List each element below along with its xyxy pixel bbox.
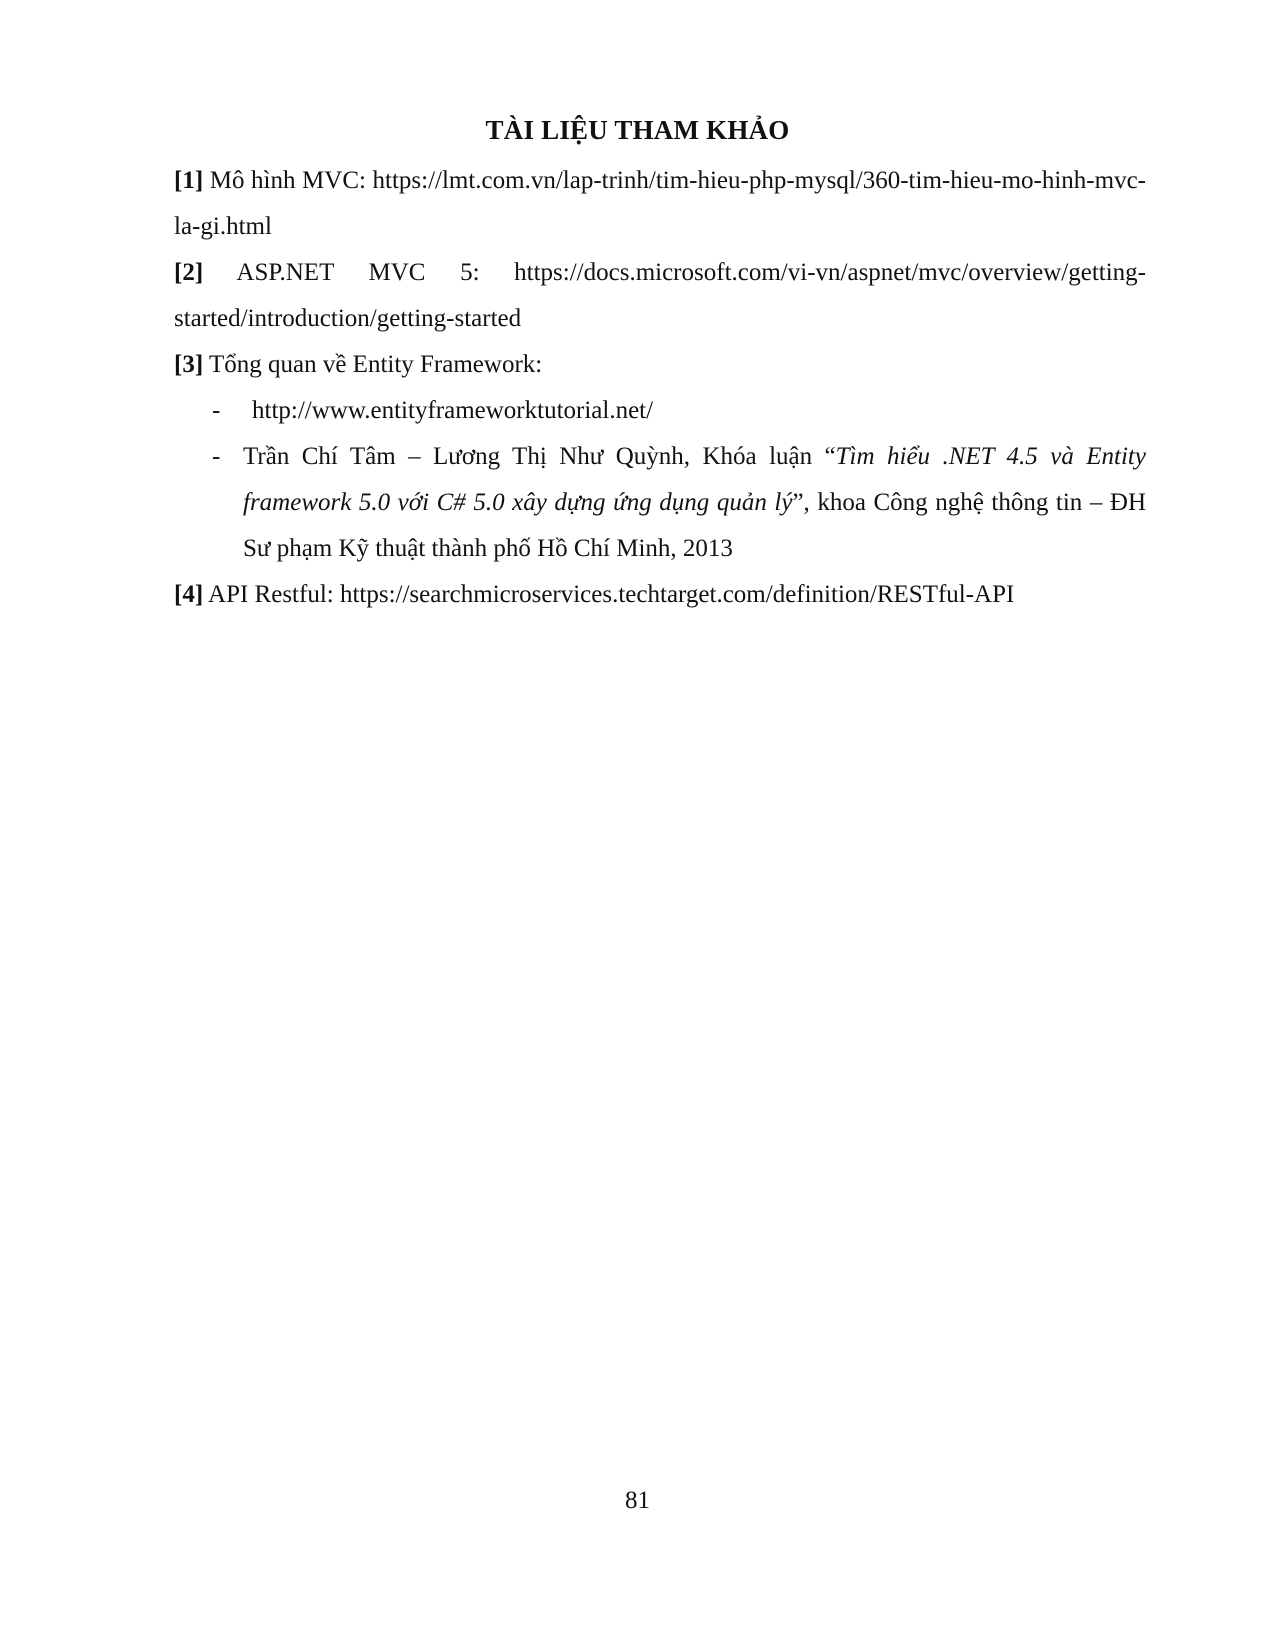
list-dash: -: [212, 443, 221, 470]
reference-subitem-text: http://www.entityframeworktutorial.net/: [252, 397, 654, 424]
reference-text: Tổng quan về Entity Framework:: [203, 351, 543, 378]
reference-number: [4]: [174, 581, 204, 608]
reference-number: [1]: [174, 167, 204, 194]
reference-subitem-text-before: Trần Chí Tâm – Lương Thị Như Quỳnh, Khóa luận “: [243, 443, 836, 470]
page-title: TÀI LIỆU THAM KHẢO: [485, 115, 790, 145]
thesis-title: Tìm hiểu .NET 4.5 và Entity framework 5.0 với C# 5.0 xây dựng ứng dụng quản lý: [243, 443, 1146, 516]
reference-subitem-1: [174, 388, 1146, 434]
reference-item-2: [174, 250, 1146, 342]
reference-text: API Restful: https://searchmicroservices.techtarget.com/definition/RESTful-API: [203, 581, 1015, 608]
reference-subitem-2: [174, 434, 1146, 572]
reference-subitem-text-after: ”, khoa Công nghệ thông tin – ĐH Sư phạm Kỹ thuật thành phố Hồ Chí Minh, 2013: [243, 489, 1146, 562]
reference-list: [174, 158, 1146, 618]
reference-number: [2]: [174, 259, 204, 286]
reference-item-4: [174, 572, 1146, 618]
reference-text: ASP.NET MVC 5: https://docs.microsoft.com/vi-vn/aspnet/mvc/overview/getting-started/introduction/getting-started: [174, 259, 1146, 332]
list-dash: -: [212, 397, 221, 424]
page-number: 81: [625, 1487, 650, 1514]
reference-text: Mô hình MVC: https://lmt.com.vn/lap-trinh/tim-hieu-php-mysql/360-tim-hieu-mo-hinh-mvc-la-gi.html: [174, 167, 1146, 240]
reference-number: [3]: [174, 351, 204, 378]
reference-item-1: [174, 158, 1146, 250]
reference-item-3: [174, 342, 1146, 388]
